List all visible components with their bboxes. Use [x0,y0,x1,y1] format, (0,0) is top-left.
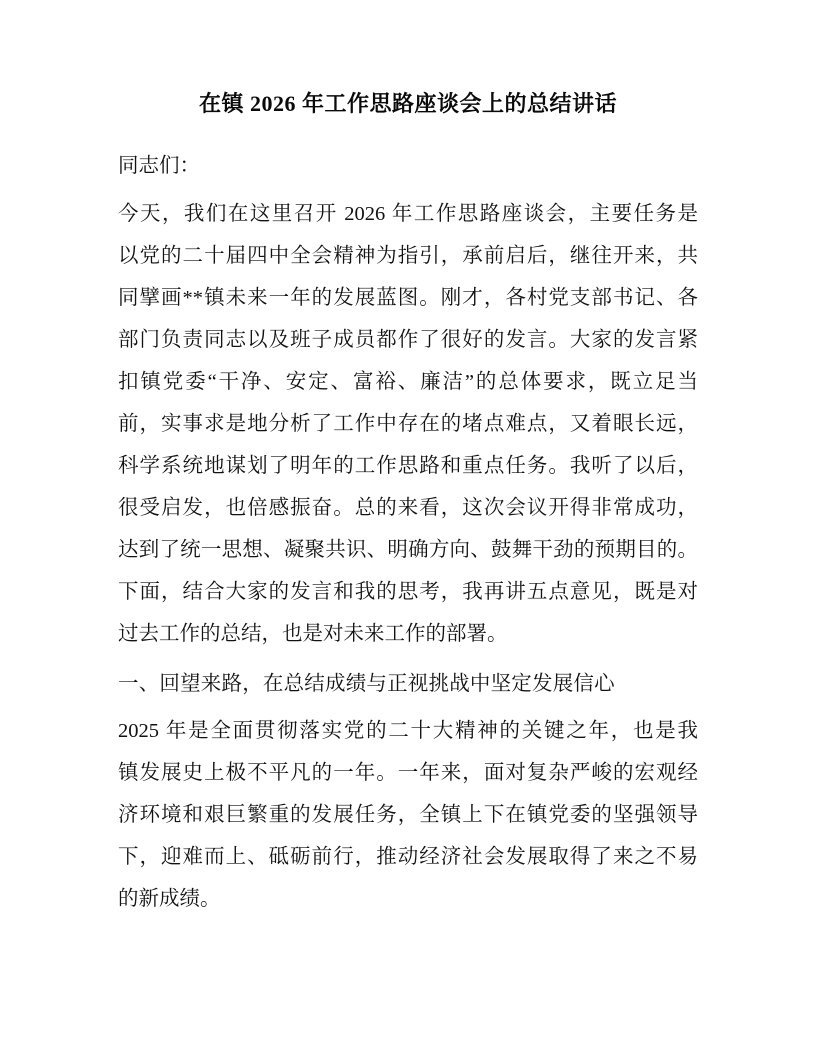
text-line: 同志们： [118,155,200,177]
text-line: 科学系统地谋划了明年的工作思路和重点任务。我听了以后， [118,455,698,477]
text-line: 济环境和艰巨繁重的发展任务，全镇上下在镇党委的坚强领导 [118,804,698,826]
text-line: 2025 年是全面贯彻落实党的二十大精神的关键之年，也是我 [118,720,698,742]
text-line: 下面，结合大家的发言和我的思考，我再讲五点意见，既是对 [118,581,698,603]
document-title: 在镇 2026 年工作思路座谈会上的总结讲话 [198,91,617,116]
document-body [118,145,698,920]
paragraph [118,193,698,655]
text-line: 今天，我们在这里召开 2026 年工作思路座谈会，主要任务是 [118,203,698,225]
paragraph [118,710,698,920]
text-line: 的新成绩。 [118,888,221,910]
text-line: 镇发展史上极不平凡的一年。一年来，面对复杂严峻的宏观经 [118,762,698,784]
text-line: 前，实事求是地分析了工作中存在的堵点难点，又着眼长远， [118,413,698,435]
section-heading [118,663,698,705]
text-line: 以党的二十届四中全会精神为指引，承前启后，继往开来，共 [118,245,698,267]
text-line: 达到了统一思想、凝聚共识、明确方向、鼓舞干劲的预期目的。 [118,539,698,561]
text-line: 部门负责同志以及班子成员都作了很好的发言。大家的发言紧 [118,329,698,351]
text-line: 一、回望来路，在总结成绩与正视挑战中坚定发展信心 [118,673,615,695]
text-line: 过去工作的总结，也是对未来工作的部署。 [118,623,508,645]
text-line: 下，迎难而上、砥砺前行，推动经济社会发展取得了来之不易 [118,846,698,868]
text-line: 扣镇党委“干净、安定、富裕、廉洁”的总体要求，既立足当 [118,371,698,393]
salutation [118,145,698,187]
text-line: 同擘画**镇未来一年的发展蓝图。刚才，各村党支部书记、各 [118,287,698,309]
text-line: 很受启发，也倍感振奋。总的来看，这次会议开得非常成功， [118,497,698,519]
